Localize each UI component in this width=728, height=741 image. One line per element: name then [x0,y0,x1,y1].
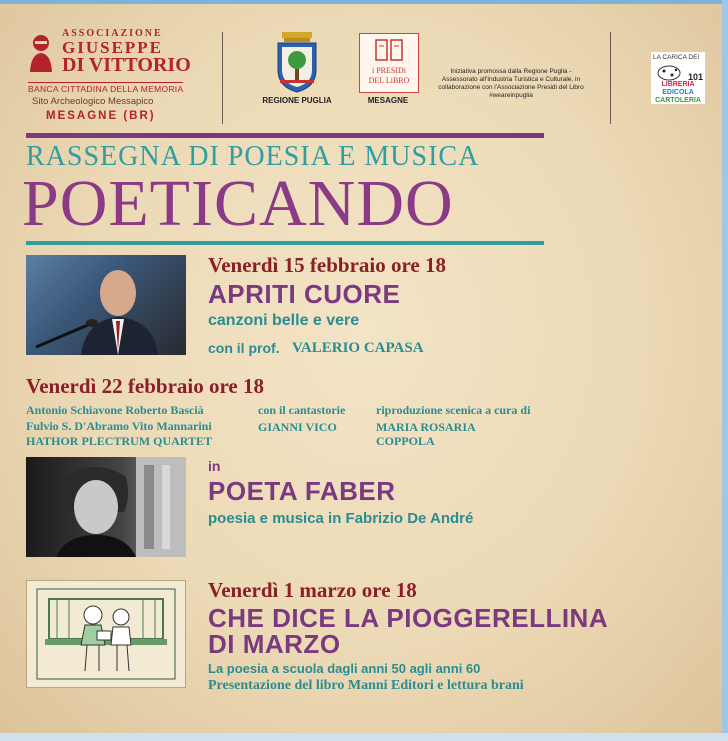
bookshop-line3: EDICOLA [662,89,694,96]
title-rule-top [26,133,544,138]
artist-photo [26,457,186,557]
bookshop-line2: LIBRERIA [661,81,695,88]
event2-title: POETA FABER [208,476,396,506]
presidi-caption: MESAGNE [367,96,409,105]
event2-storyteller-name: GIANNI VICO [258,420,337,434]
children-reading-icon [27,581,185,687]
event2-in-word: in [208,458,221,474]
title-rule-bottom [26,241,544,245]
region-crest [262,32,332,105]
event3-tagline: La poesia a scuola dagli anni 50 agli anni 60 [208,661,481,676]
event2-date: Venerdì 22 febbraio ore 18 [26,374,264,398]
bookshop-line1: LA CARICA DEI [653,54,700,61]
event3-title-line2: DI MARZO [208,629,341,659]
presidi-logo [359,33,419,93]
event1-tagline: canzoni belle e vere [208,312,360,329]
window-frame-top [0,0,728,4]
region-crest-icon [262,32,332,94]
divider [222,32,223,124]
dalmatian-icon [655,61,685,83]
association-label: ASSOCIAZIONE [62,28,163,39]
presidi-line2: DEL LiBRO [368,76,410,85]
speaker-photo [26,255,186,355]
event2-tagline: poesia e musica in Fabrizio De André [208,510,474,527]
event3-title-line1: CHE DICE LA PIOGGERELLINA [208,603,609,633]
bookshop-logo [651,52,705,104]
event2-performers-line1: Antonio Schiavone Roberto Bascià [26,403,204,417]
association-name-last: DI VITTORIO [62,54,191,76]
association-name-first: GIUSEPPE [62,38,164,57]
association-subtitle: BANCA CITTADINA DELLA MEMORIA [28,84,184,94]
initiative-info: Iniziativa promossa dalla Regione Puglia - Assessorato all'Industria Turistica e Culturale, in collaborazione con l'Associazione Presidi del Libro #weareinpuglia [438,68,584,99]
divider [610,32,611,124]
speaker-silhouette-icon [26,255,186,355]
event2-performers-line2: Fulvio S. D'Abramo Vito Mannarini [26,419,212,433]
region-caption: REGIONE PUGLIA [262,96,332,105]
event1-host-name: VALERIO CAPASA [292,340,424,356]
bookshop-number: 101 [687,72,703,82]
event2-storyteller-label: con il cantastorie [258,403,346,417]
presidi-line1: i PRESIDi [371,66,406,75]
subtitle: RASSEGNA DI POESIA E MUSICA [26,141,480,172]
artist-silhouette-icon [26,457,186,557]
event3-extra: Presentazione del libro Manni Editori e lettura brani [208,678,524,693]
event2-scenic-label: riproduzione scenica a cura di [376,403,531,417]
books-icon [360,36,418,66]
portrait-icon [28,32,54,72]
page-title: POETICANDO [22,167,454,240]
window-frame-bottom [0,733,728,741]
event3-date: Venerdì 1 marzo ore 18 [208,578,417,602]
event2-performers-line3: HATHOR PLECTRUM QUARTET [26,434,213,448]
association-city: MESAGNE (BR) [46,110,156,122]
bookshop-line4: CARTOLERIA [655,97,701,104]
event2-scenic-name1: MARIA ROSARIA [376,420,476,434]
window-frame-right [722,0,728,741]
association-site: Sito Archeologico Messapico [32,96,154,107]
event2-scenic-name2: COPPOLA [376,434,435,448]
book-illustration [26,580,186,688]
event1-host-prefix: con il prof. [208,340,280,356]
event1-date: Venerdì 15 febbraio ore 18 [208,253,446,277]
event1-title: APRITI CUORE [208,279,401,309]
